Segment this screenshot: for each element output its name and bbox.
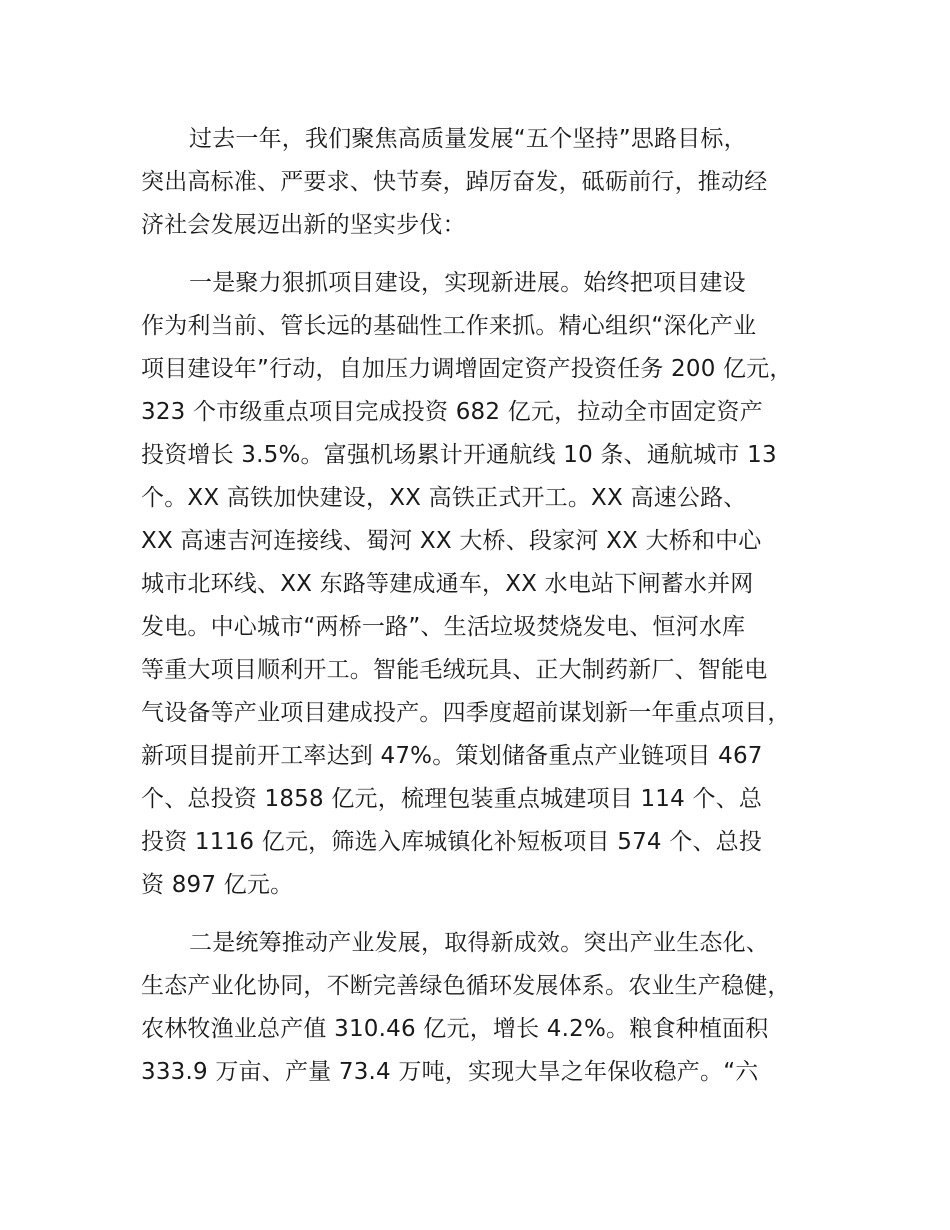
text-line: 突出高标准、严要求、快节奏，踔厉奋发，砥砺前行，推动经	[141, 169, 768, 195]
text-line: 投资 1116 亿元，筛选入库城镇化补短板项目 574 个、总投	[141, 829, 763, 855]
text-line: 生态产业化协同，不断完善绿色循环发展体系。农业生产稳健，	[141, 973, 791, 999]
text-line: 个。XX 高铁加快建设，XX 高铁正式开工。XX 高速公路、	[141, 485, 747, 511]
text-line: 333.9 万亩、产量 73.4 万吨，实现大旱之年保收稳产。“六	[141, 1059, 759, 1085]
text-line: 作为利当前、管长远的基础性工作来抓。精心组织“深化产业	[141, 313, 757, 339]
text-line: 城市北环线、XX 东路等建成通车，XX 水电站下闸蓄水并网	[141, 571, 754, 597]
text-line: 323 个市级重点项目完成投资 682 亿元，拉动全市固定资产	[141, 399, 763, 425]
text-line: 过去一年，我们聚焦高质量发展“五个坚持”思路目标，	[189, 126, 747, 152]
text-line: 农林牧渔业总产值 310.46 亿元，增长 4.2%。粮食种植面积	[141, 1016, 769, 1042]
text-line: 一是聚力狠抓项目建设，实现新进展。始终把项目建设	[189, 270, 746, 296]
text-line: 济社会发展迈出新的坚实步伐：	[141, 212, 466, 238]
text-line: 投资增长 3.5%。富强机场累计开通航线 10 条、通航城市 13	[141, 442, 777, 468]
text-line: 个、总投资 1858 亿元，梳理包装重点城建项目 114 个、总	[141, 786, 763, 812]
paragraph-industry-development	[141, 922, 841, 1094]
text-line: 等重大项目顺利开工。智能毛绒玩具、正大制药新厂、智能电	[141, 657, 768, 683]
text-line: 发电。中心城市“两桥一路”、生活垃圾焚烧发电、恒河水库	[141, 614, 746, 640]
text-line: 项目建设年”行动，自加压力调增固定资产投资任务 200 亿元，	[141, 356, 793, 382]
paragraph-intro	[141, 118, 841, 247]
text-line: XX 高速吉河连接线、蜀河 XX 大桥、段家河 XX 大桥和中心	[141, 528, 762, 554]
text-line: 二是统筹推动产业发展，取得新成效。突出产业生态化、	[189, 930, 769, 956]
document-body	[141, 118, 841, 1109]
paragraph-project-construction	[141, 262, 841, 907]
text-line: 新项目提前开工率达到 47%。策划储备重点产业链项目 467	[141, 743, 763, 769]
text-line: 气设备等产业项目建成投产。四季度超前谋划新一年重点项目，	[141, 700, 791, 726]
text-line: 资 897 亿元。	[141, 872, 294, 898]
